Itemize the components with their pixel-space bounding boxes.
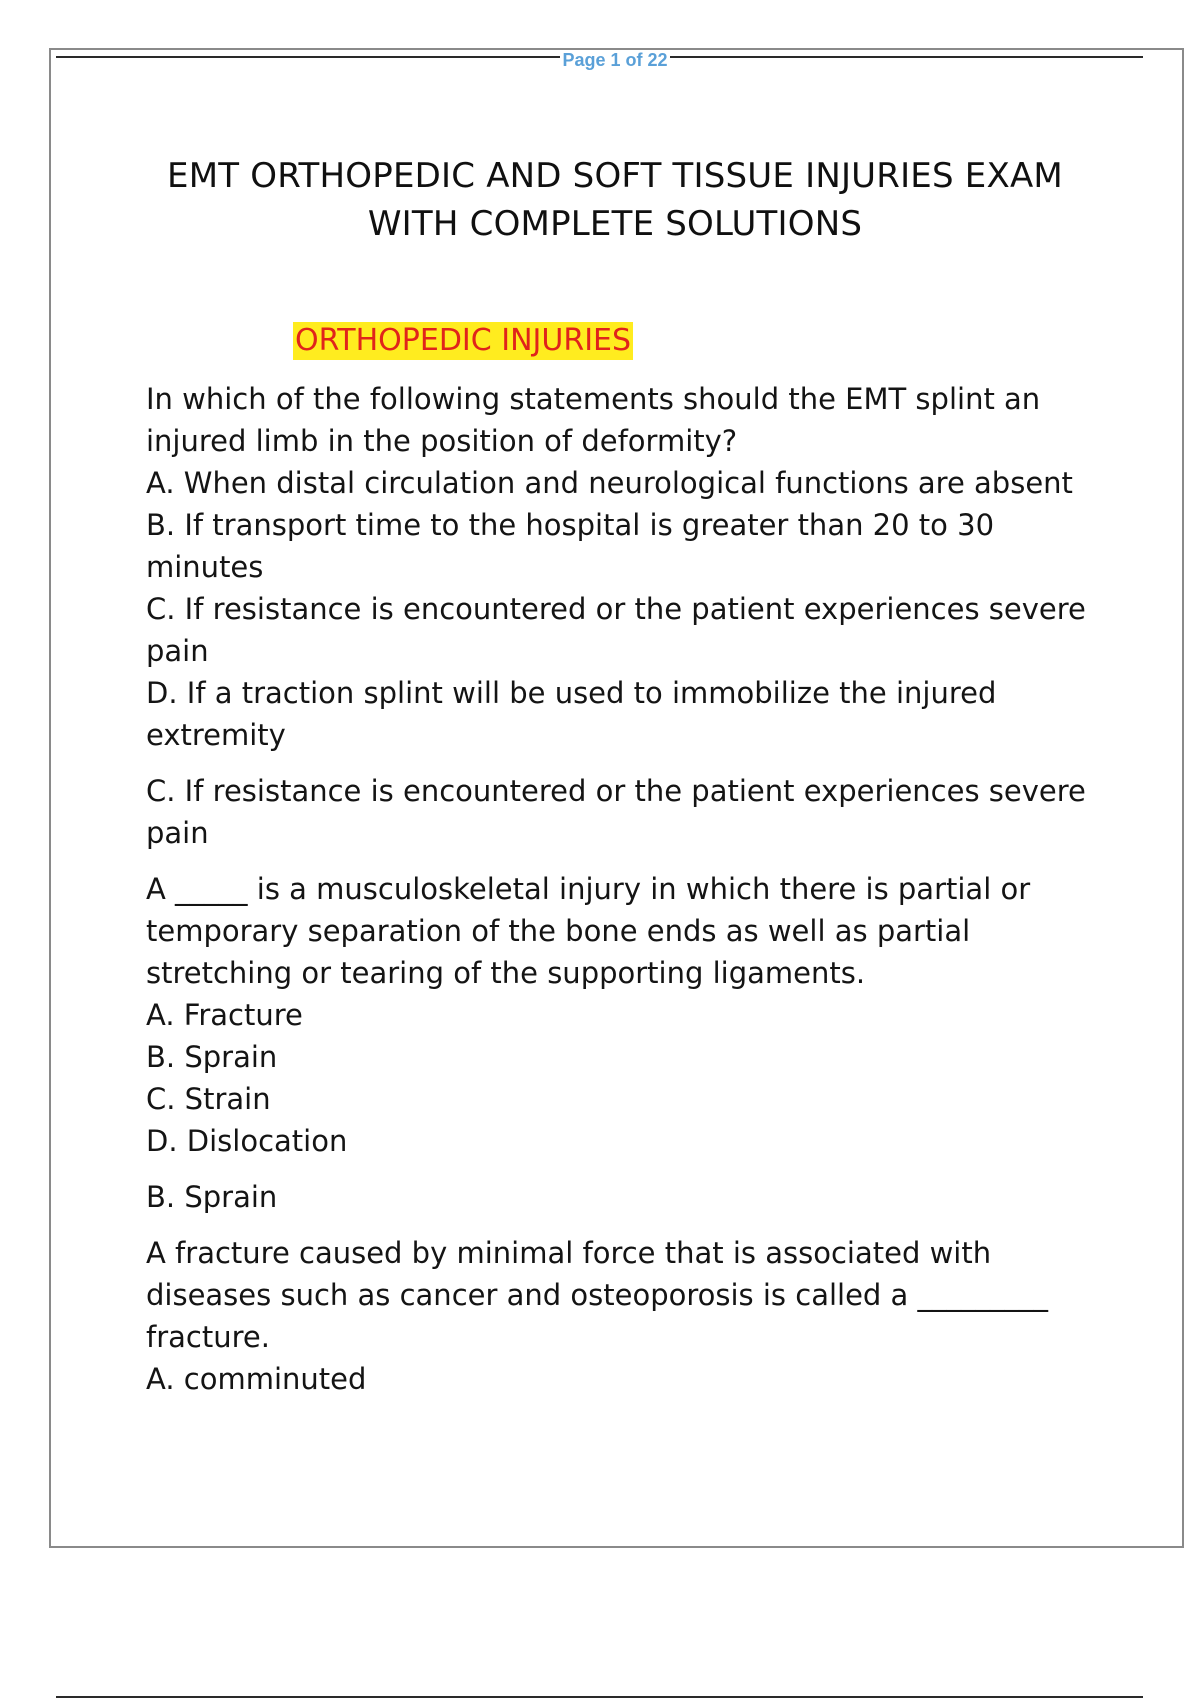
question-item [146,868,1106,1162]
answer-option: B. If transport time to the hospital is greater than 20 to 30 minutes [146,508,995,584]
answer-option: A. When distal circulation and neurological functions are absent [146,466,1073,500]
question-list [146,378,1106,1414]
answer-option: A. Fracture [146,998,303,1032]
document-title: EMT ORTHOPEDIC AND SOFT TISSUE INJURIES EXAM WITH COMPLETE SOLUTIONS [167,156,1063,244]
answer-option: A. comminuted [146,1362,367,1396]
section-heading: ORTHOPEDIC INJURIES [295,323,632,358]
answer-option: D. Dislocation [146,1124,348,1158]
answer-option: C. Strain [146,1082,271,1116]
answer-option: C. If resistance is encountered or the patient experiences severe pain [146,592,1086,668]
page-number [0,50,1200,71]
question-item [146,378,1106,756]
answer-option: D. If a traction splint will be used to immobilize the injured extremity [146,676,997,752]
question-text: A fracture caused by minimal force that is associated with diseases such as cancer and osteoporosis is called a _________ fracture. [146,1236,1049,1354]
footer-rule [56,1696,1143,1698]
question-text: In which of the following statements should the EMT splint an injured limb in the position of deformity? [146,382,1041,458]
question-text: A _____ is a musculoskeletal injury in which there is partial or temporary separation of the bone ends as well as partial stretching or tearing of the supporting ligaments. [146,872,1031,990]
answer-option: B. Sprain [146,1040,278,1074]
correct-answer: B. Sprain [146,1180,278,1214]
page-number-label: Page 1 of 22 [562,50,668,70]
correct-answer: C. If resistance is encountered or the patient experiences severe pain [146,774,1086,850]
question-item [146,1232,1106,1400]
